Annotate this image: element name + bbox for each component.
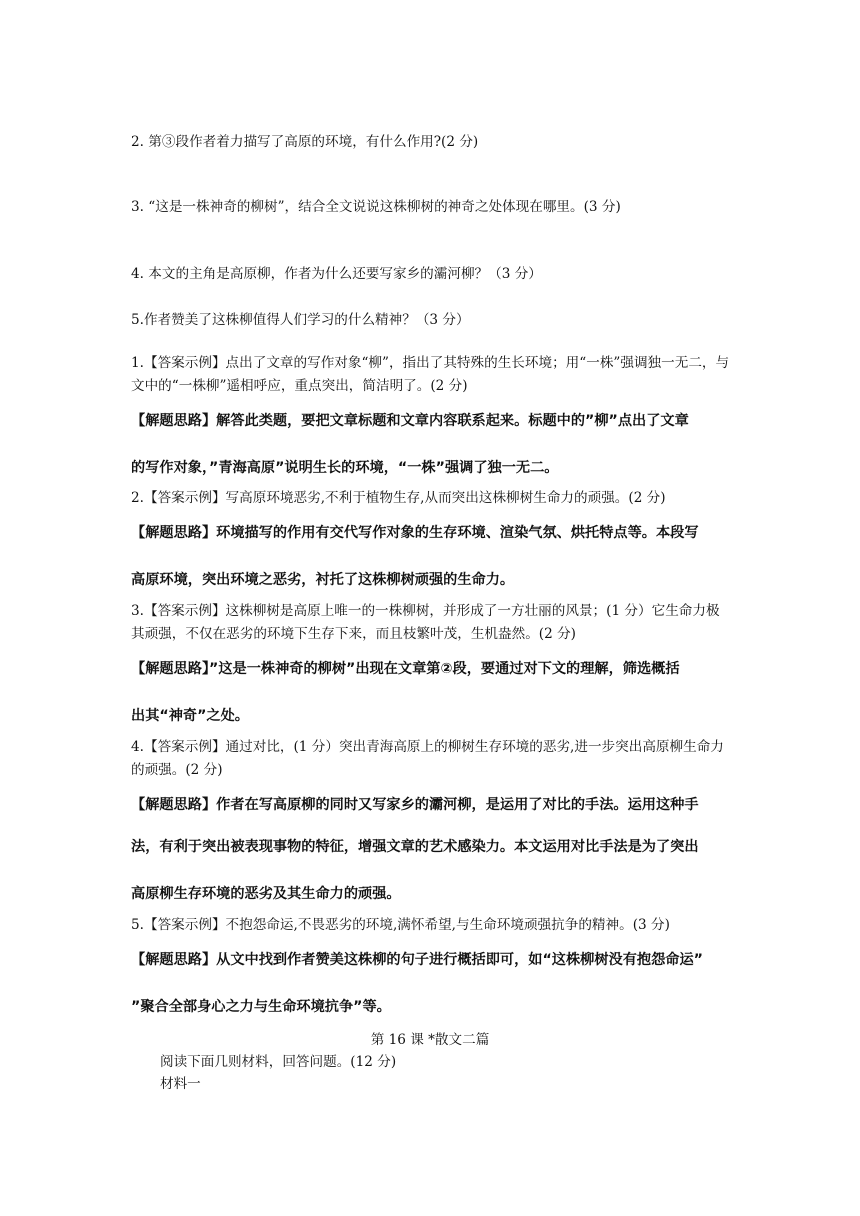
answer-2-example: 2.【答案示例】写高原环境恶劣,不利于植物生存,从而突出这株柳树生命力的顽强。(2 分) [131, 490, 666, 506]
answer-1-approach-line-1: 【解题思路】解答此类题，要把文章标题和文章内容联系起来。标题中的”柳”点出了文章 [131, 413, 689, 429]
answer-4-example: 4.【答案示例】通过对比，(1 分）突出青海高原上的柳树生存环境的恶劣,进一步突出高原柳生命力的顽强。(2 分) [131, 739, 724, 778]
question-4: 4. 本文的主角是高原柳，作者为什么还要写家乡的灞河柳？（3 分） [131, 266, 542, 282]
answer-5-approach-line-1: 【解题思路】从文中找到作者赞美这株柳的句子进行概括即可，如“这株柳树没有抱怨命运” [131, 952, 703, 968]
answer-5-example: 5.【答案示例】不抱怨命运,不畏恶劣的环境,满怀希望,与生命环境顽强抗争的精神。(3 分) [131, 917, 670, 933]
lesson-instruction: 阅读下面几则材料，回答问题。(12 分) [160, 1054, 397, 1070]
answer-3-approach-line-1: 【解题思路】”这是一株神奇的柳树”出现在文章第②段，要通过对下文的理解，筛选概括 [131, 661, 680, 677]
answer-4-approach-line-1: 【解题思路】作者在写高原柳的同时又写家乡的灞河柳，是运用了对比的手法。运用这种手 [131, 797, 699, 813]
answer-4-approach-line-3: 高原柳生存环境的恶劣及其生命力的顽强。 [131, 886, 401, 902]
lesson-title: 第 16 课 *散文二篇 [370, 1032, 490, 1048]
answer-2-approach-line-2: 高原环境，突出环境之恶劣，衬托了这株柳树顽强的生命力。 [131, 572, 515, 588]
material-label: 材料一 [160, 1076, 201, 1092]
answer-3-example: 3.【答案示例】这株柳树是高原上唯一的一株柳树，并形成了一方壮丽的风景；(1 分）它生命力极其顽强，不仅在恶劣的环境下生存下来，而且枝繁叶茂，生机盎然。(2 分) [131, 603, 720, 642]
question-2: 2. 第③段作者着力描写了高原的环境，有什么作用?(2 分) [131, 134, 479, 150]
answer-1-approach-line-2: 的写作对象，”青海高原”说明生长的环境，“一株”强调了独一无二。 [131, 460, 559, 476]
answer-5-approach-line-2: ”聚合全部身心之力与生命环境抗争”等。 [131, 999, 391, 1015]
answer-4-approach-line-2: 法，有利于突出被表现事物的特征，增强文章的艺术感染力。本文运用对比手法是为了突出 [131, 839, 699, 855]
answer-1-example: 1.【答案示例】点出了文章的写作对象“柳”，指出了其特殊的生长环境；用“一株”强调独一无二，与文中的“一株柳”遥相呼应，重点突出，简洁明了。(2 分) [131, 355, 730, 394]
answer-3-approach-line-2: 出其“神奇”之处。 [131, 708, 249, 724]
question-3: 3. “这是一株神奇的柳树”，结合全文说说这株柳树的神奇之处体现在哪里。(3 分) [131, 199, 621, 215]
question-5: 5.作者赞美了这株柳值得人们学习的什么精神？（3 分） [131, 312, 470, 328]
answer-2-approach-line-1: 【解题思路】环境描写的作用有交代写作对象的生存环境、渲染气氛、烘托特点等。本段写 [131, 525, 699, 541]
